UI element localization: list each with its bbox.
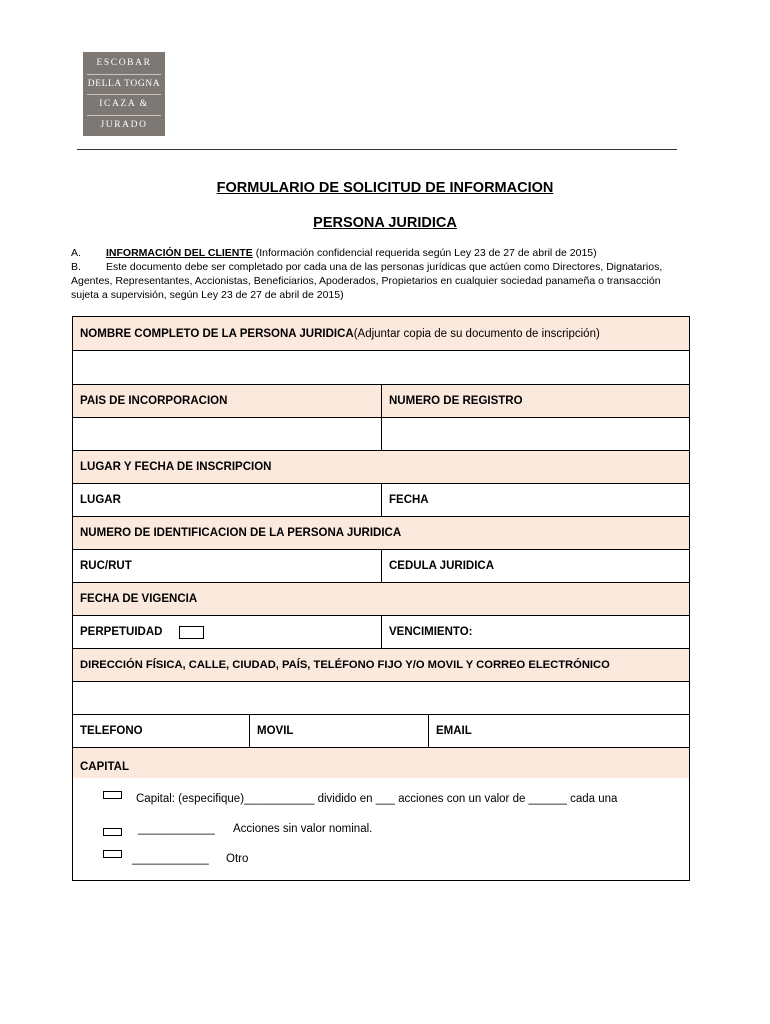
intro-section-a [71,246,665,260]
row-lugar-fecha [73,484,689,517]
telefono-field[interactable]: TELEFONO [80,725,143,737]
cedula-field[interactable]: CEDULA JURIDICA [381,550,689,582]
row-identificacion-header [73,517,689,550]
registro-label: NUMERO DE REGISTRO [381,385,689,417]
nombre-label: NOMBRE COMPLETO DE LA PERSONA JURIDICA [80,327,354,340]
pais-registro-input-row [73,418,689,451]
nombre-note: (Adjuntar copia de su documento de inscripción) [353,327,600,340]
capital-option-3-text: Otro [226,853,249,865]
logo-divider [87,115,161,116]
pais-label: PAIS DE INCORPORACION [80,395,228,407]
email-field[interactable]: EMAIL [428,715,689,747]
firm-logo [83,52,165,136]
section-b-text: Este documento debe ser completado por cada una de las personas jurídicas que actúen como Directores, Dignatarios, Agentes, Representantes, Accionistas, Beneficiarios, Apoderados, Propietarios en cualquier sociedad panameña o transacción sujeta a supervisión, según Ley 23 de 27 de abril de 2015) [71,261,663,301]
header-rule [77,149,677,150]
row-ruc-cedula [73,550,689,583]
direccion-input-row[interactable] [73,682,689,715]
row-direccion-header [73,649,689,682]
logo-line-3: ICAZA & [99,99,149,109]
perpetuidad-cell [73,616,381,648]
lugar-field[interactable]: LUGAR [80,494,121,506]
form-subtitle: PERSONA JURIDICA [313,215,457,231]
movil-field[interactable]: MOVIL [249,715,428,747]
registro-input[interactable] [381,418,689,450]
logo-line-2: DELLA TOGNA [87,79,161,89]
logo-divider [87,94,161,95]
capital-option-2-blank[interactable]: ____________ [138,823,215,835]
capital-option-2-checkbox[interactable] [103,828,122,836]
row-lugar-fecha-header [73,451,689,484]
logo-line-1: ESCOBAR [96,58,152,68]
section-a-marker: A. [71,247,81,259]
direccion-header: DIRECCIÓN FÍSICA, CALLE, CIUDAD, PAÍS, TELÉFONO FIJO Y/O MOVIL Y CORREO ELECTRÓNICO [80,659,610,671]
perpetuidad-checkbox[interactable] [179,626,204,639]
fecha-field[interactable]: FECHA [381,484,689,516]
capital-option-1-checkbox[interactable] [103,791,122,799]
ruc-field[interactable]: RUC/RUT [80,560,132,572]
row-capital-header [73,748,689,778]
section-a-heading: INFORMACIÓN DEL CLIENTE [106,247,253,259]
row-contacto [73,715,689,748]
perpetuidad-label: PERPETUIDAD [80,626,163,638]
logo-line-4: JURADO [100,120,148,130]
row-perpetuidad-vencimiento [73,616,689,649]
vencimiento-field[interactable]: VENCIMIENTO: [381,616,689,648]
section-b-marker: B. [71,261,81,273]
vigencia-header: FECHA DE VIGENCIA [80,593,198,605]
lugar-fecha-header: LUGAR Y FECHA DE INSCRIPCION [80,461,272,473]
nombre-label-cell [73,317,689,350]
nombre-input-row[interactable] [73,351,689,385]
intro-section-b [71,260,665,302]
section-a-text: (Información confidencial requerida según Ley 23 de 27 de abril de 2015) [252,247,597,259]
capital-option-3-checkbox[interactable] [103,850,122,858]
row-pais-registro-header [73,385,689,418]
capital-option-1: Capital: (especifique)___________ dividido en ___ acciones con un valor de ______ cada una [136,793,618,805]
capital-header: CAPITAL [80,761,129,773]
logo-divider [87,74,161,75]
identificacion-header: NUMERO DE IDENTIFICACION DE LA PERSONA JURIDICA [80,527,402,539]
row-vigencia-header [73,583,689,616]
pais-input[interactable] [73,418,381,450]
capital-option-2-text: Acciones sin valor nominal. [233,823,373,835]
information-form [72,316,690,881]
row-nombre-header [73,317,689,351]
form-title: FORMULARIO DE SOLICITUD DE INFORMACION [216,180,554,196]
capital-option-3-blank[interactable]: ____________ [132,853,209,865]
